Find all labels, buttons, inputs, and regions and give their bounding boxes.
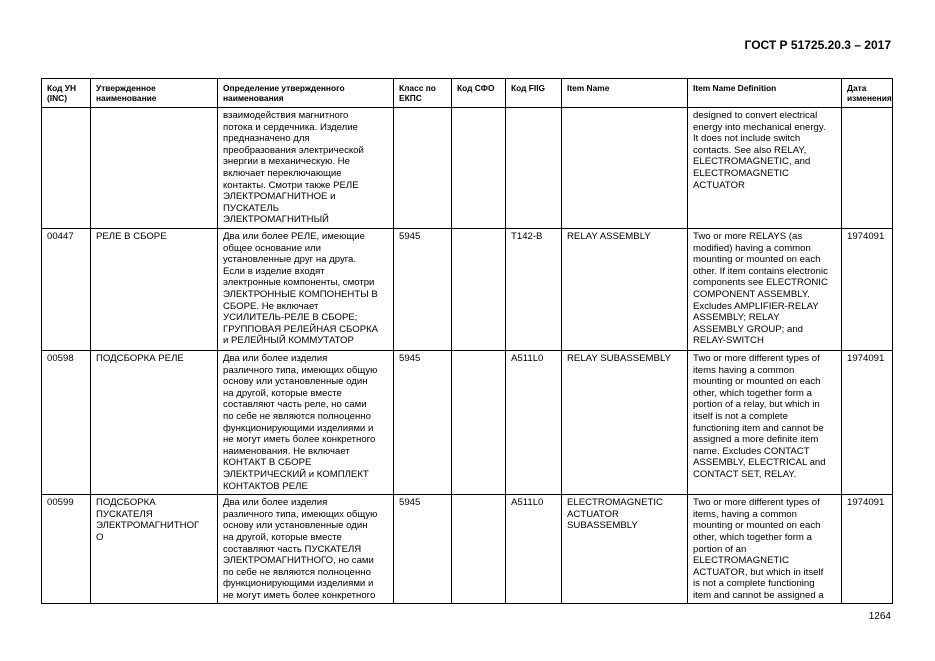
cell-item-name-definition: Two or more RELAYS (as modified) having a common mounting or mounted on each other. If item contains electronic components see ELECTRONIC COMPONENT ASSEMBLY. Excludes AMPLIFIER-RELAY ASSEMBLY; RELAY ASSEMBLY GROUP; and RELAY-SWITCH (688, 229, 842, 351)
cell-approved-name: РЕЛЕ В СБОРЕ (91, 229, 218, 351)
cell-approved-name (91, 108, 218, 229)
cell-definition: Два или более РЕЛЕ, имеющие общее основание или установленные друг на друга. Если в изделие входят электронные компоненты, смотри ЭЛЕКТРОННЫЕ КОМПОНЕНТЫ В СБОРЕ. Не включает УСИЛИТЕЛЬ-РЕЛЕ В СБОРЕ; ГРУППОВАЯ РЕЛЕЙНАЯ СБОРКА и РЕЛЕЙНЫЙ КОММУТАТОР (218, 229, 394, 351)
cell-inc: 00447 (42, 229, 91, 351)
cell-sfo-code (452, 351, 506, 495)
cell-item-name-definition: Two or more different types of items, having a common mounting or mounted on each other, which together form a portion of an ELECTROMAGNETIC ACTUATOR, but which in itself is not a complete functioning item and cannot be assigned a (688, 495, 842, 604)
cell-approved-name: ПОДСБОРКА ПУСКАТЕЛЯ ЭЛЕКТРОМАГНИТНОГ О (91, 495, 218, 604)
cell-inc: 00599 (42, 495, 91, 604)
column-header-sfo-code: Код СФО (452, 79, 506, 108)
column-header-approved-name: Утвержденное наименование (91, 79, 218, 108)
page-number: 1264 (868, 611, 891, 622)
cell-definition: Два или более изделия различного типа, имеющих общую основу или установленные один на другой, которые вместе составляют часть ПУСКАТЕЛЯ ЭЛЕКТРОМАГНИТНОГО, но сами по себе не являются полноценно функционирующими изделиями и не могут иметь более конкретного (218, 495, 394, 604)
cell-ekps-class: 5945 (394, 495, 452, 604)
cell-sfo-code (452, 229, 506, 351)
column-header-item-name: Item Name (562, 79, 688, 108)
cell-fiig-code: A511L0 (506, 351, 562, 495)
cell-item-name: RELAY ASSEMBLY (562, 229, 688, 351)
cell-ekps-class (394, 108, 452, 229)
cell-inc: 00598 (42, 351, 91, 495)
item-names-table (41, 78, 893, 604)
column-header-fiig-code: Код FIIG (506, 79, 562, 108)
cell-fiig-code (506, 108, 562, 229)
cell-item-name-definition: designed to convert electrical energy into mechanical energy. It does not include switch contacts. See also RELAY, ELECTROMAGNETIC, and ELECTROMAGNETIC ACTUATOR (688, 108, 842, 229)
cell-ekps-class: 5945 (394, 229, 452, 351)
cell-change-date: 1974091 (842, 495, 893, 604)
cell-item-name: RELAY SUBASSEMBLY (562, 351, 688, 495)
cell-item-name: ELECTROMAGNETIC ACTUATOR SUBASSEMBLY (562, 495, 688, 604)
cell-ekps-class: 5945 (394, 351, 452, 495)
cell-fiig-code: T142-B (506, 229, 562, 351)
table-row (42, 495, 893, 604)
table-row (42, 351, 893, 495)
cell-approved-name: ПОДСБОРКА РЕЛЕ (91, 351, 218, 495)
cell-item-name (562, 108, 688, 229)
column-header-inc: Код УН (INC) (42, 79, 91, 108)
column-header-change-date: Дата изменения (842, 79, 893, 108)
column-header-definition: Определение утвержденного наименования (218, 79, 394, 108)
cell-item-name-definition: Two or more different types of items having a common mounting or mounted on each other, which together form a portion of a relay, but which in itself is not a complete functioning item and cannot be assigned a more definite item name. Excludes CONTACT ASSEMBLY, ELECTRICAL and CONTACT SET, RELAY. (688, 351, 842, 495)
cell-definition: Два или более изделия различного типа, имеющих общую основу или установленные один на другой, которые вместе составляют часть реле, но сами по себе не являются полноценно функционирующими изделиями и не могут иметь более конкретного наименования. Не включает КОНТАКТ В СБОРЕ ЭЛЕКТРИЧЕСКИЙ и КОМПЛЕКТ КОНТАКТОВ РЕЛЕ (218, 351, 394, 495)
cell-sfo-code (452, 108, 506, 229)
cell-fiig-code: A511L0 (506, 495, 562, 604)
cell-change-date: 1974091 (842, 351, 893, 495)
column-header-item-name-definition: Item Name Definition (688, 79, 842, 108)
document-standard-header: ГОСТ Р 51725.20.3 – 2017 (744, 38, 891, 52)
table-row (42, 108, 893, 229)
cell-change-date (842, 108, 893, 229)
cell-sfo-code (452, 495, 506, 604)
table-header-row (42, 79, 893, 108)
table-row (42, 229, 893, 351)
cell-inc (42, 108, 91, 229)
cell-change-date: 1974091 (842, 229, 893, 351)
cell-definition: взаимодействия магнитного потока и сердечника. Изделие предназначено для преобразования электрической энергии в механическую. Не включает переключающие контакты. Смотри также РЕЛЕ ЭЛЕКТРОМАГНИТНОЕ и ПУСКАТЕЛЬ ЭЛЕКТРОМАГНИТНЫЙ (218, 108, 394, 229)
column-header-ekps-class: Класс по ЕКПС (394, 79, 452, 108)
